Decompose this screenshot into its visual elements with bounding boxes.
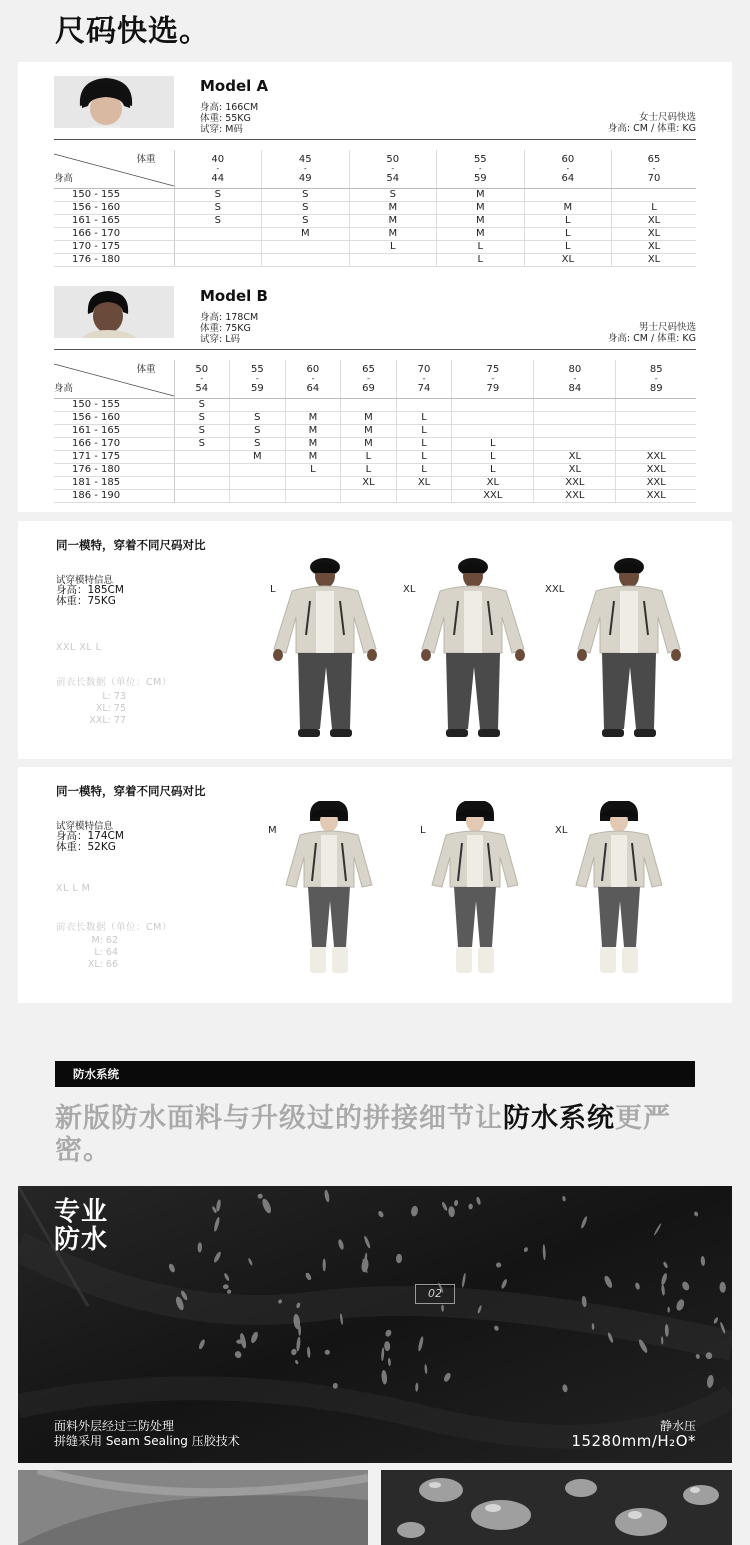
- weight-range-header: 70 - 74: [396, 360, 452, 399]
- size-cell: [452, 399, 534, 412]
- weight-range-header: 45 - 49: [262, 150, 350, 189]
- size-label-xl: XL: [555, 825, 568, 836]
- size-cell: M: [437, 215, 525, 228]
- weight-range-header: 75 - 79: [452, 360, 534, 399]
- size-cell: M: [437, 228, 525, 241]
- corner-weight-label: 体重: [136, 154, 156, 165]
- size-cell: XL: [612, 228, 696, 241]
- size-cell: [616, 438, 696, 451]
- size-cell: S: [174, 438, 230, 451]
- size-cell: L: [285, 464, 341, 477]
- size-cell: M: [349, 202, 437, 215]
- size-cell: S: [230, 425, 286, 438]
- size-cell: M: [349, 228, 437, 241]
- size-cell: XL: [534, 451, 616, 464]
- size-cell: [396, 490, 452, 503]
- size-cell: XL: [612, 254, 696, 267]
- table-row: [54, 228, 696, 241]
- size-cell: [612, 189, 696, 202]
- size-label-l: L: [270, 584, 276, 595]
- height-range: 161 - 165: [54, 215, 174, 228]
- model-info-label: 试穿模特信息: [56, 821, 114, 832]
- model-info-label: 试穿模特信息: [56, 575, 114, 586]
- size-cell: S: [262, 189, 350, 202]
- ghost-data-title: 前衣长数据（单位：CM）: [56, 677, 172, 688]
- water-bead-image: [381, 1470, 732, 1545]
- size-cell: L: [341, 451, 397, 464]
- size-cell: [174, 464, 230, 477]
- panel-title: 专业 防水: [54, 1197, 109, 1255]
- table-row: [54, 215, 696, 228]
- size-cell: L: [396, 464, 452, 477]
- weight-range-header: 55 - 59: [437, 150, 525, 189]
- size-cell: [174, 477, 230, 490]
- size-cell: [262, 241, 350, 254]
- table-row: [54, 189, 696, 202]
- model-b-name: Model B: [200, 287, 268, 305]
- size-cell: [452, 425, 534, 438]
- size-cell: M: [524, 202, 612, 215]
- size-cell: XL: [612, 215, 696, 228]
- size-cell: L: [452, 438, 534, 451]
- ghost-size-scale: XL L M: [56, 883, 91, 894]
- size-cell: [616, 412, 696, 425]
- divider: [54, 139, 696, 140]
- size-cell: M: [262, 228, 350, 241]
- size-cell: L: [524, 215, 612, 228]
- size-cell: M: [437, 202, 525, 215]
- size-cell: [285, 399, 341, 412]
- size-table-a: [54, 150, 696, 267]
- size-cell: S: [174, 215, 262, 228]
- size-cell: [534, 399, 616, 412]
- size-cell: XXL: [616, 451, 696, 464]
- size-cell: M: [230, 451, 286, 464]
- size-cell: L: [437, 254, 525, 267]
- waterproof-headline: 新版防水面料与升级过的拼接细节让防水系统更严密。: [55, 1103, 671, 1166]
- size-cell: M: [349, 215, 437, 228]
- size-cell: S: [230, 438, 286, 451]
- size-cell: [616, 425, 696, 438]
- height-range: 150 - 155: [54, 399, 174, 412]
- size-label-xl: XL: [403, 584, 416, 595]
- weight-range-header: 85 - 89: [616, 360, 696, 399]
- size-guide-card: [18, 62, 732, 512]
- model-figure-illustration: [410, 801, 540, 981]
- size-cell: L: [612, 202, 696, 215]
- ghost-data: M: 62 L: 64 XL: 66: [87, 935, 118, 970]
- size-table-b: [54, 360, 696, 503]
- size-cell: S: [174, 189, 262, 202]
- height-range: 166 - 170: [54, 228, 174, 241]
- waterproof-fabric-panel: [18, 1186, 732, 1463]
- model-figure-illustration: [554, 801, 684, 981]
- size-cell: [230, 490, 286, 503]
- model-a-stats: 身高: 166CM 体重: 55KG 试穿: M码: [200, 102, 259, 135]
- height-range: 171 - 175: [54, 451, 174, 464]
- size-cell: XXL: [616, 464, 696, 477]
- table-row: [54, 438, 696, 451]
- feature-badge: 02: [415, 1284, 455, 1304]
- weight-range-header: 50 - 54: [174, 360, 230, 399]
- table-row: [54, 254, 696, 267]
- height-range: 176 - 180: [54, 254, 174, 267]
- table-row: [54, 399, 696, 412]
- size-cell: XXL: [616, 490, 696, 503]
- model-b-tag: 男士尺码快选 身高: CM / 体重: KG: [607, 322, 696, 344]
- fabric-description: 面料外层经过三防处理 拼缝采用 Seam Sealing 压胶技术: [54, 1419, 240, 1448]
- table-row: [54, 477, 696, 490]
- size-cell: S: [349, 189, 437, 202]
- model-figure-xl: [398, 557, 548, 747]
- model-figure-xxl: [554, 557, 704, 747]
- model-a-tag: 女士尺码快选 身高: CM / 体重: KG: [607, 112, 696, 134]
- size-cell: S: [262, 215, 350, 228]
- size-cell: [524, 189, 612, 202]
- ghost-data-title: 前衣长数据（单位：CM）: [56, 922, 172, 933]
- size-cell: [230, 477, 286, 490]
- size-cell: [341, 399, 397, 412]
- size-cell: L: [452, 464, 534, 477]
- weight-range-header: 65 - 70: [612, 150, 696, 189]
- weight-range-header: 80 - 84: [534, 360, 616, 399]
- weight-range-header: 50 - 54: [349, 150, 437, 189]
- table-corner: [54, 150, 174, 189]
- height-range: 181 - 185: [54, 477, 174, 490]
- height-range: 156 - 160: [54, 202, 174, 215]
- hydrostatic-pressure: 静水压 15280mm/H₂O*: [571, 1419, 696, 1450]
- size-cell: M: [341, 425, 397, 438]
- size-cell: L: [524, 241, 612, 254]
- size-cell: [174, 228, 262, 241]
- height-range: 150 - 155: [54, 189, 174, 202]
- fabric-detail-image: [18, 1470, 368, 1545]
- size-cell: L: [349, 241, 437, 254]
- weight-range-header: 60 - 64: [524, 150, 612, 189]
- size-label-xxl: XXL: [545, 584, 565, 595]
- size-cell: XL: [612, 241, 696, 254]
- size-cell: [341, 490, 397, 503]
- model-b-photo: [54, 286, 174, 338]
- size-cell: [616, 399, 696, 412]
- height-range: 170 - 175: [54, 241, 174, 254]
- size-cell: L: [452, 451, 534, 464]
- ghost-data: L: 73 XL: 75 XXL: 77: [89, 691, 126, 726]
- size-label-m: M: [268, 825, 277, 836]
- size-cell: [534, 438, 616, 451]
- table-row: [54, 464, 696, 477]
- table-row: [54, 412, 696, 425]
- size-cell: [534, 412, 616, 425]
- size-cell: L: [396, 438, 452, 451]
- page-title: 尺码快选。: [55, 14, 210, 49]
- size-cell: [174, 490, 230, 503]
- size-cell: M: [341, 412, 397, 425]
- model-a-photo: [54, 76, 174, 128]
- size-cell: M: [285, 451, 341, 464]
- size-cell: S: [230, 412, 286, 425]
- table-header-row: [54, 150, 696, 189]
- corner-weight-label: 体重: [136, 364, 156, 375]
- size-cell: [230, 464, 286, 477]
- model-figure-l: [250, 557, 400, 747]
- corner-height-label: 身高: [54, 383, 74, 394]
- model-figure-l: [410, 801, 540, 985]
- size-cell: XL: [341, 477, 397, 490]
- model-b-stats: 身高: 178CM 体重: 75KG 试穿: L码: [200, 312, 259, 345]
- model-info: 身高：174CM 体重：52KG: [56, 830, 124, 853]
- table-corner: [54, 360, 174, 399]
- divider: [54, 349, 696, 350]
- corner-height-label: 身高: [54, 173, 74, 184]
- size-label-l: L: [420, 825, 426, 836]
- model-figure-xl: [554, 801, 684, 985]
- ghost-size-scale: XXL XL L: [56, 642, 102, 653]
- size-cell: L: [396, 425, 452, 438]
- weight-range-header: 55 - 59: [230, 360, 286, 399]
- table-row: [54, 425, 696, 438]
- size-cell: L: [437, 241, 525, 254]
- table-row: [54, 490, 696, 503]
- model-figure-illustration: [250, 557, 400, 743]
- size-cell: M: [341, 438, 397, 451]
- model-a-name: Model A: [200, 77, 269, 95]
- model-figure-illustration: [554, 557, 704, 743]
- table-row: [54, 241, 696, 254]
- size-cell: L: [396, 451, 452, 464]
- size-cell: [174, 254, 262, 267]
- table-header-row: [54, 360, 696, 399]
- size-cell: L: [396, 412, 452, 425]
- size-cell: [285, 477, 341, 490]
- size-cell: S: [262, 202, 350, 215]
- size-cell: S: [174, 412, 230, 425]
- section-bar-waterproof: 防水系统: [55, 1061, 695, 1087]
- size-cell: XXL: [616, 477, 696, 490]
- size-cell: [285, 490, 341, 503]
- size-cell: M: [437, 189, 525, 202]
- size-cell: S: [174, 399, 230, 412]
- size-cell: [230, 399, 286, 412]
- height-range: 176 - 180: [54, 464, 174, 477]
- compare-male-card: [18, 521, 732, 759]
- size-cell: XL: [396, 477, 452, 490]
- size-cell: XXL: [534, 477, 616, 490]
- height-range: 166 - 170: [54, 438, 174, 451]
- height-range: 161 - 165: [54, 425, 174, 438]
- size-cell: M: [285, 412, 341, 425]
- height-range: 186 - 190: [54, 490, 174, 503]
- model-figure-illustration: [398, 557, 548, 743]
- size-cell: [174, 241, 262, 254]
- size-cell: L: [341, 464, 397, 477]
- size-cell: [349, 254, 437, 267]
- size-cell: S: [174, 202, 262, 215]
- size-cell: M: [285, 425, 341, 438]
- size-cell: [396, 399, 452, 412]
- weight-range-header: 65 - 69: [341, 360, 397, 399]
- table-row: [54, 451, 696, 464]
- size-cell: [262, 254, 350, 267]
- model-figure-m: [264, 801, 394, 985]
- size-cell: XXL: [534, 490, 616, 503]
- size-cell: XL: [534, 464, 616, 477]
- size-cell: [174, 451, 230, 464]
- size-cell: L: [524, 228, 612, 241]
- size-cell: [534, 425, 616, 438]
- size-cell: XL: [452, 477, 534, 490]
- size-cell: XXL: [452, 490, 534, 503]
- size-cell: S: [174, 425, 230, 438]
- weight-range-header: 60 - 64: [285, 360, 341, 399]
- height-range: 156 - 160: [54, 412, 174, 425]
- size-cell: XL: [524, 254, 612, 267]
- compare-title: 同一模特，穿着不同尺码对比: [56, 784, 206, 798]
- model-info: 身高：185CM 体重：75KG: [56, 584, 124, 607]
- model-figure-illustration: [264, 801, 394, 981]
- compare-female-card: [18, 767, 732, 1003]
- size-cell: M: [285, 438, 341, 451]
- table-row: [54, 202, 696, 215]
- compare-title: 同一模特，穿着不同尺码对比: [56, 538, 206, 552]
- weight-range-header: 40 - 44: [174, 150, 262, 189]
- size-cell: [452, 412, 534, 425]
